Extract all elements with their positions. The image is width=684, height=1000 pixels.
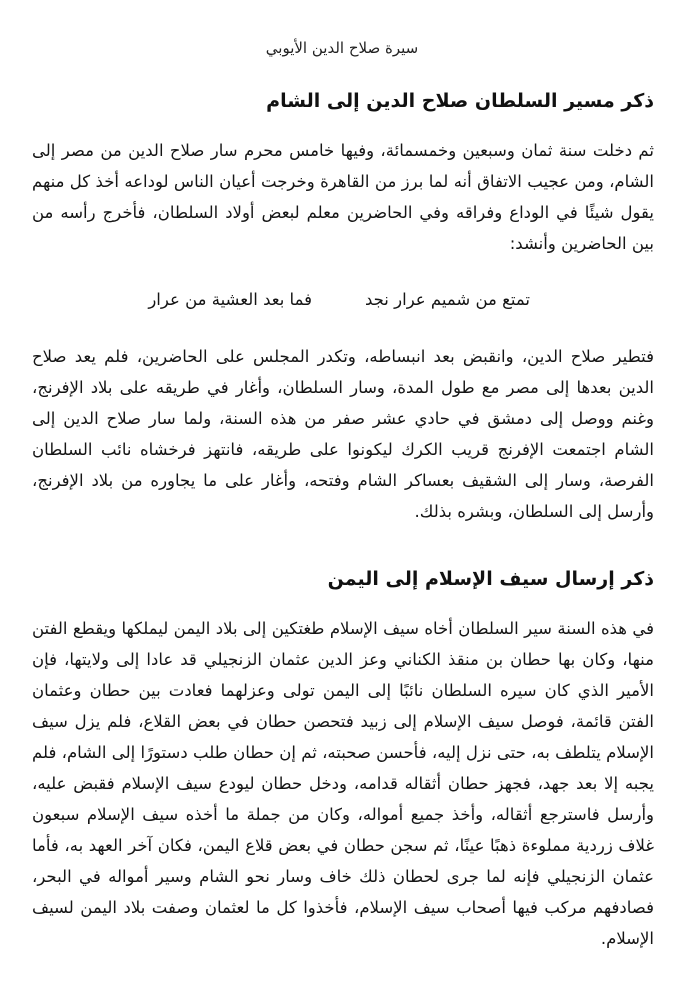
verse-second-hemistich: فما بعد العشية من عرار — [148, 290, 312, 309]
paragraph: فتطير صلاح الدين، وانقبض بعد انبساطه، وتكدر المجلس على الحاضرين، فلم يعد صلاح الدين بعدها إلى مصر مع طول المدة، وسار السلطان، وأغار في طريقه على بلاد الإفرنج، وغنم ووصل إلى دمشق في حادي عشر صفر من هذه السنة، ولما سار صلاح الدين إلى الشام اجتمعت الإفرنج قريب الكرك ليكونوا على طريقه، فانتهز فرخشاه نائب السلطان الفرصة، وسار إلى الشقيف بعساكر الشام وفتحه، وأغار على ما يجاوره من بلاد الإفرنج، وأرسل إلى السلطان، وبشره بذلك. — [32, 347, 654, 521]
section-title: ذكر إرسال سيف الإسلام إلى اليمن — [327, 568, 654, 590]
section-title: ذكر مسير السلطان صلاح الدين إلى الشام — [266, 90, 654, 112]
running-header: سيرة صلاح الدين الأيوبي — [265, 39, 419, 57]
poetry-verse — [32, 286, 654, 314]
paragraph: ثم دخلت سنة ثمان وسبعين وخمسمائة، وفيها خامس محرم سار صلاح الدين من مصر إلى الشام، ومن عجيب الاتفاق أنه لما برز من القاهرة وخرجت أعيان الناس لوداعه أخذ كل منهم يقول شيئًا في الوداع وفراقه وفي الحاضرين معلم لبعض أولاد السلطان، فأخرج رأسه من بين الحاضرين وأنشد: — [32, 141, 654, 253]
verse-first-hemistich: تمتع من شميم عرار نجد — [365, 290, 530, 309]
paragraph: في هذه السنة سير السلطان أخاه سيف الإسلام طغتكين إلى بلاد اليمن ليملكها ويقطع الفتن منها، وكان بها حطان بن منقذ الكناني وعز الدين عثمان الزنجيلي قد عادا إلى ولايتها، فإن الأمير الذي كان سيره السلطان نائبًا إلى اليمن تولى وعزلهما فعادت بين حطان وعثمان الفتن قائمة، فوصل سيف الإسلام إلى زبيد فتحصن حطان في بعض القلاع، فلم يزل سيف الإسلام يتلطف به، حتى نزل إليه، فأحسن صحبته، ثم إن حطان طلب دستورًا إلى الشام، فلم يجبه إلا بعد جهد، فجهز حطان أثقاله قدامه، ودخل حطان ليودع سيف الإسلام فقبض عليه، وأرسل فاسترجع أثقاله، وأخذ جميع أمواله، وكان من جملة ما أخذه سيف الإسلام سبعون غلاف زردية مملوءة ذهبًا عينًا، ثم سجن حطان في بعض قلاع اليمن، فكان آخر العهد به، فأما عثمان الزنجيلي فإنه لما جرى لحطان ذلك خاف وسار نحو الشام وسير أمواله في البحر، فصادفهم مركب فيها أصحاب سيف الإسلام، فأخذوا كل ما لعثمان وصفت بلاد اليمن لسيف الإسلام. — [32, 619, 654, 948]
